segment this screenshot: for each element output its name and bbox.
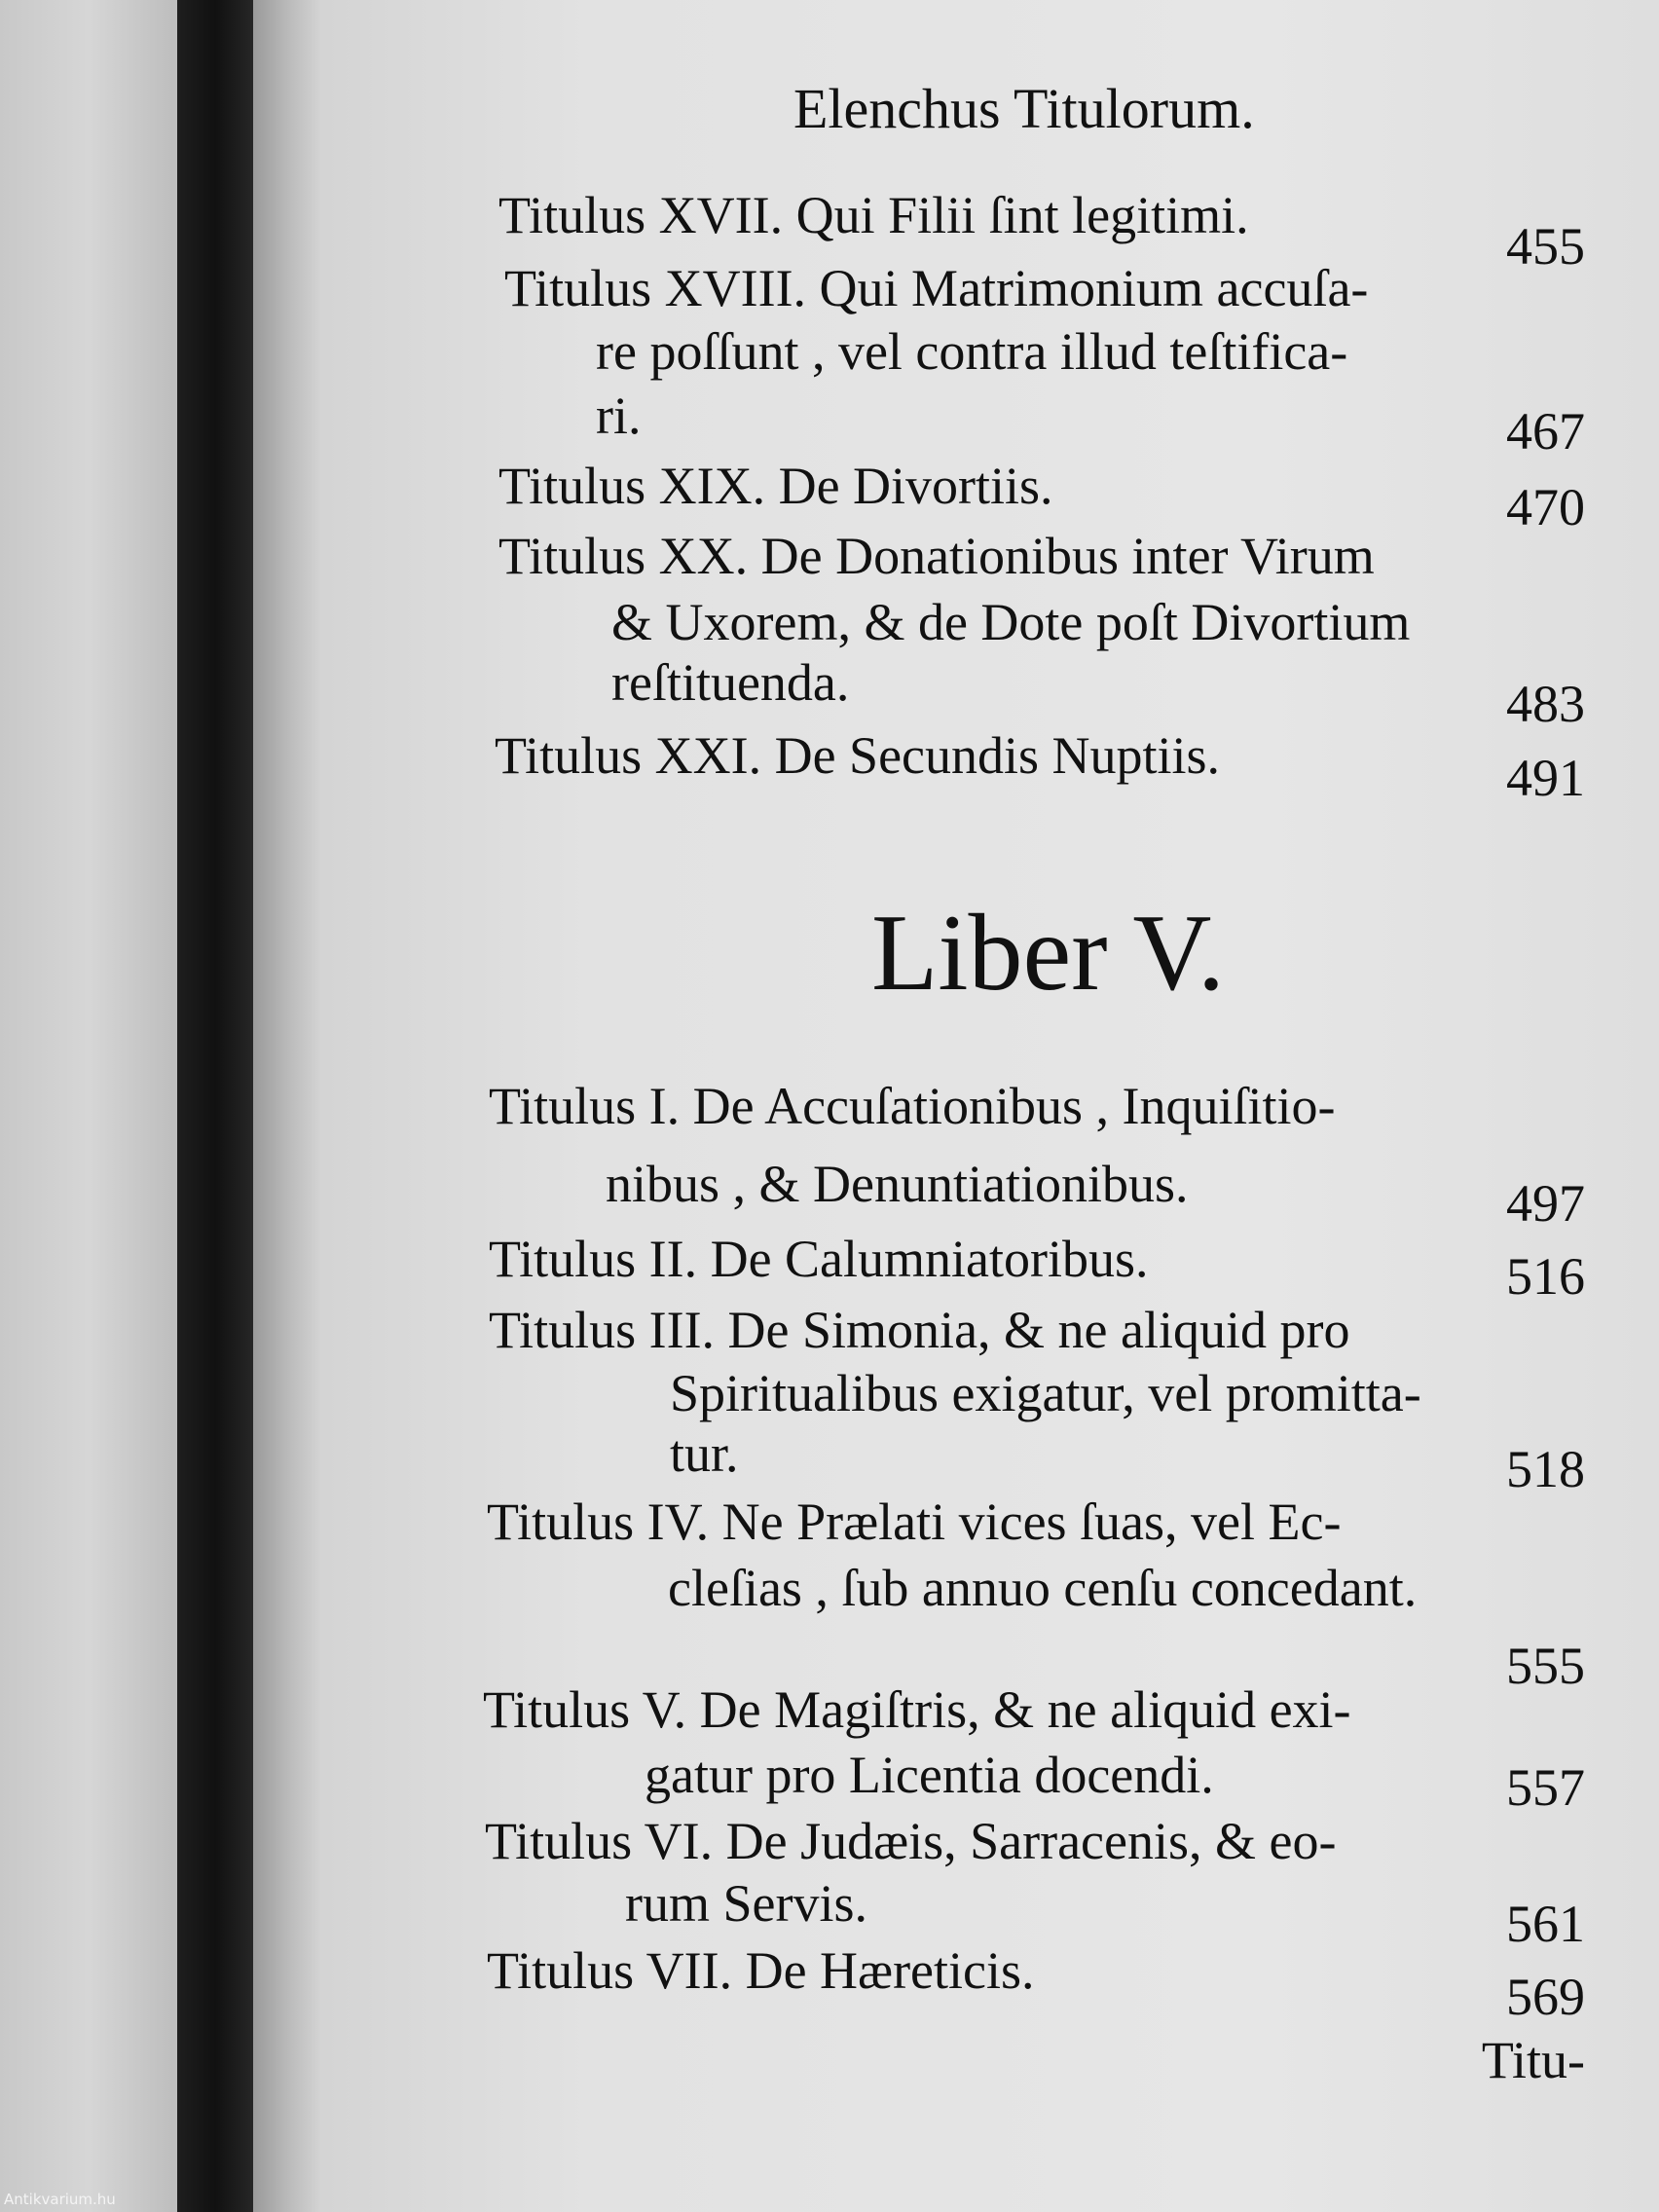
entry-title-line: nibus , & Denuntiationibus. [606, 1155, 1189, 1213]
entry-title-line: Titulus I. De Accuſationibus , Inquiſitio- [489, 1077, 1336, 1135]
background-cloth [0, 0, 177, 2212]
entry-page-number: 561 [1506, 1895, 1585, 1953]
catchword: Titu- [1481, 2031, 1585, 2089]
entry-title-line: Titulus VI. De Judæis, Sarracenis, & eo- [485, 1812, 1337, 1870]
entry-page-number: 557 [1506, 1758, 1585, 1817]
entry-title-line: Titulus XIX. De Divortiis. [498, 457, 1053, 515]
entry-title-line: gatur pro Licentia docendi. [645, 1746, 1214, 1804]
entry-title-line: tur. [670, 1424, 739, 1483]
page-gutter [253, 0, 321, 2212]
entry-page-number: 518 [1506, 1440, 1585, 1498]
entry-title-line: cleſias , ſub annuo cenſu concedant. [668, 1559, 1418, 1617]
entry-title-line: re poſſunt , vel contra illud teſtifica- [596, 322, 1348, 381]
entry-title-line: & Uxorem, & de Dote poſt Divortium [611, 593, 1411, 651]
book-binding [177, 0, 253, 2212]
entry-title-line: Titulus IV. Ne Prælati vices ſuas, vel Ec- [487, 1493, 1342, 1551]
entry-title-line: Titulus XVIII. Qui Matrimonium accuſa- [504, 259, 1369, 317]
entry-title-line: rum Servis. [625, 1874, 867, 1933]
entry-title-line: Titulus XX. De Donationibus inter Virum [498, 527, 1375, 585]
entry-title-line: ri. [596, 387, 642, 445]
entry-page-number: 470 [1506, 478, 1585, 536]
book-title: Liber V. [871, 893, 1225, 1014]
entry-title-line: Titulus II. De Calumniatoribus. [489, 1230, 1149, 1288]
entry-title-line: Spiritualibus exigatur, vel promitta- [670, 1364, 1421, 1422]
watermark: Antikvarium.hu [4, 2191, 116, 2208]
entry-page-number: 483 [1506, 675, 1585, 733]
entry-page-number: 455 [1506, 217, 1585, 276]
entry-title-line: Titulus VII. De Hæreticis. [487, 1941, 1035, 2000]
entry-title-line: Titulus XVII. Qui Filii ſint legitimi. [498, 186, 1249, 244]
running-header: Elenchus Titulorum. [793, 77, 1255, 140]
entry-page-number: 491 [1506, 749, 1585, 807]
entry-page-number: 497 [1506, 1174, 1585, 1233]
entry-title-line: Titulus XXI. De Secundis Nuptiis. [495, 726, 1221, 785]
entry-page-number: 516 [1506, 1247, 1585, 1306]
entry-page-number: 467 [1506, 402, 1585, 461]
entry-title-line: Titulus III. De Simonia, & ne aliquid pro [489, 1301, 1350, 1359]
entry-title-line: Titulus V. De Magiſtris, & ne aliquid exi- [483, 1680, 1351, 1739]
entry-page-number: 569 [1506, 1968, 1585, 2026]
entry-page-number: 555 [1506, 1637, 1585, 1695]
entry-title-line: reſtituenda. [611, 653, 850, 712]
